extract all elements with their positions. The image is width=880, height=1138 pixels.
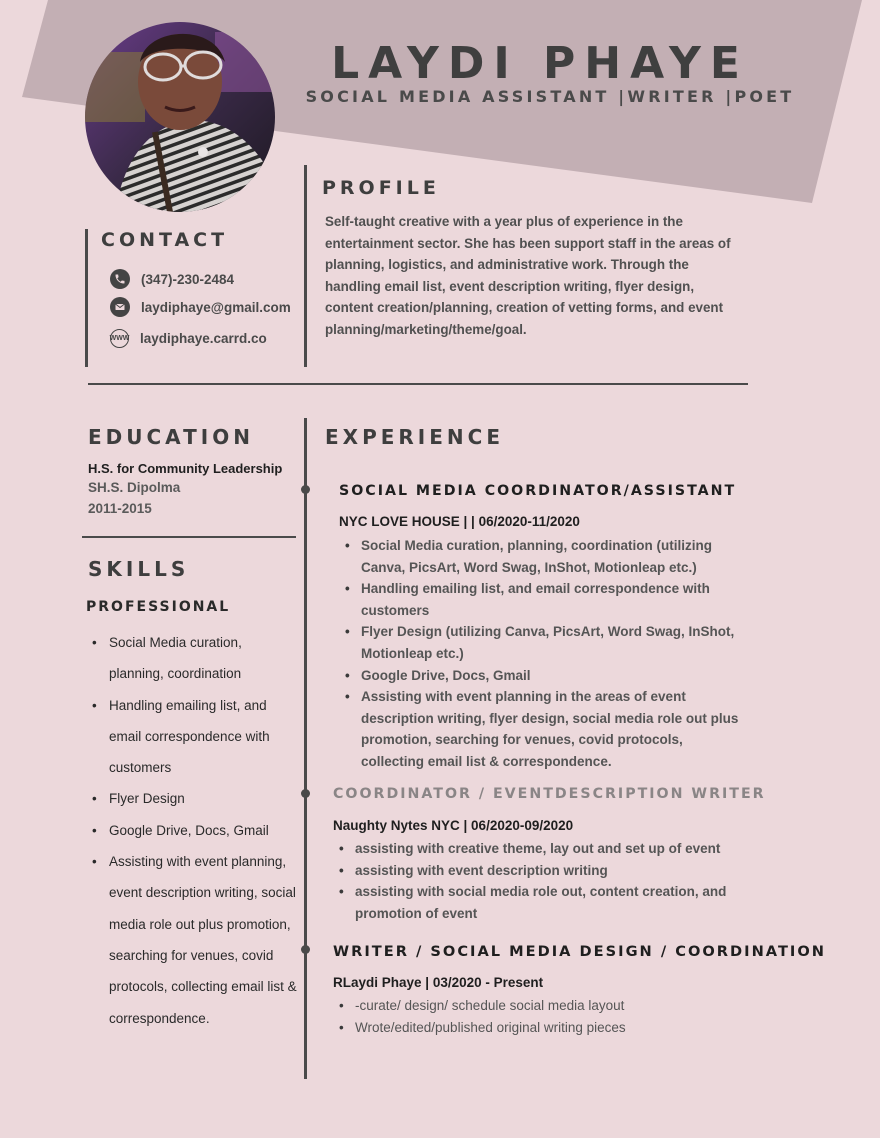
job-bullet: • Social Media curation, planning, coordination (utilizing Canva, PicsArt, Word Swag, InShot, Motionleap etc.) bbox=[339, 535, 739, 578]
contact-accent-line bbox=[85, 229, 88, 367]
www-icon: WWW bbox=[110, 329, 129, 348]
experience-heading: EXPERIENCE bbox=[325, 425, 504, 449]
skills-list bbox=[92, 627, 297, 1034]
section-divider bbox=[88, 383, 748, 385]
skill-item: • Handling emailing list, and email correspondence with customers bbox=[92, 690, 297, 784]
experience-timeline bbox=[304, 418, 307, 1079]
profile-text: Self-taught creative with a year plus of experience in the entertainment sector. She has been support staff in the areas of planning, logistics, and administrative work. Through the handling email list, event description writing, flyer design, content creation/planning, creation of vetting forms, and event planning/marketing/theme/goal. bbox=[325, 214, 731, 337]
job-title: COORDINATOR / EVENTDESCRIPTION WRITER bbox=[333, 786, 766, 802]
job-bullet: • Handling emailing list, and email correspondence with customers bbox=[339, 578, 739, 621]
education-diploma: SH.S. Dipolma bbox=[88, 480, 181, 495]
job-title: WRITER / SOCIAL MEDIA DESIGN / COORDINATION bbox=[333, 943, 826, 960]
profile-photo bbox=[85, 22, 275, 212]
job-bullet: • Assisting with event planning in the areas of event description writing, flyer design, social media role out plus promotion, searching for venues, covid protocols, collecting email list & correspondence. bbox=[339, 686, 739, 772]
job-bullets bbox=[339, 535, 739, 773]
job-title: SOCIAL MEDIA COORDINATOR/ASSISTANT bbox=[339, 483, 737, 499]
job-bullet: • assisting with creative theme, lay out and set up of event bbox=[333, 838, 753, 860]
education-divider bbox=[82, 536, 296, 538]
education-school: H.S. for Community Leadership bbox=[88, 461, 283, 476]
contact-email[interactable] bbox=[110, 295, 291, 319]
timeline-dot bbox=[301, 945, 310, 954]
contact-website[interactable] bbox=[110, 326, 267, 350]
contact-website-text: laydiphaye.carrd.co bbox=[140, 330, 267, 346]
job-bullet: • assisting with event description writing bbox=[333, 860, 753, 882]
timeline-dot bbox=[301, 485, 310, 494]
skill-item: • Assisting with event planning, event description writing, social media role out plus promotion, searching for venues, covid protocols, collecting email list & correspondence. bbox=[92, 846, 297, 1034]
job-bullet: • -curate/ design/ schedule social media layout bbox=[333, 995, 753, 1017]
skill-item: • Google Drive, Docs, Gmail bbox=[92, 815, 297, 846]
job-bullet: • Google Drive, Docs, Gmail bbox=[339, 665, 739, 687]
applicant-name: LAYDI PHAYE bbox=[331, 38, 749, 89]
skills-subheading: PROFESSIONAL bbox=[86, 599, 231, 615]
job-bullets bbox=[333, 838, 753, 924]
contact-phone[interactable] bbox=[110, 267, 234, 291]
job-employer: Naughty Nytes NYC | 06/2020-09/2020 bbox=[333, 818, 574, 833]
job-employer: RLaydi Phaye | 03/2020 - Present bbox=[333, 975, 544, 990]
timeline-dot bbox=[301, 789, 310, 798]
job-bullet: • assisting with social media role out, content creation, and promotion of event bbox=[333, 881, 753, 924]
skills-heading: SKILLS bbox=[88, 557, 190, 581]
phone-icon bbox=[110, 269, 130, 289]
contact-phone-text: (347)-230-2484 bbox=[141, 271, 235, 287]
job-bullet: • Wrote/edited/published original writing pieces bbox=[333, 1017, 753, 1039]
education-heading: EDUCATION bbox=[88, 425, 254, 449]
mail-icon bbox=[110, 297, 130, 317]
skill-item: • Flyer Design bbox=[92, 783, 297, 814]
skill-item: • Social Media curation, planning, coordination bbox=[92, 627, 297, 690]
job-subtitle: SOCIAL MEDIA ASSISTANT |WRITER |POET bbox=[305, 87, 795, 106]
job-bullet: • Flyer Design (utilizing Canva, PicsArt, Word Swag, InShot, Motionleap etc.) bbox=[339, 621, 739, 664]
job-employer: NYC LOVE HOUSE | | 06/2020-11/2020 bbox=[339, 514, 580, 529]
contact-heading: CONTACT bbox=[101, 229, 229, 251]
education-years: 2011-2015 bbox=[88, 501, 152, 516]
profile-divider bbox=[304, 165, 307, 367]
contact-email-text: laydiphaye@gmail.com bbox=[141, 299, 291, 315]
job-bullets bbox=[333, 995, 753, 1038]
profile-heading: PROFILE bbox=[322, 177, 440, 199]
